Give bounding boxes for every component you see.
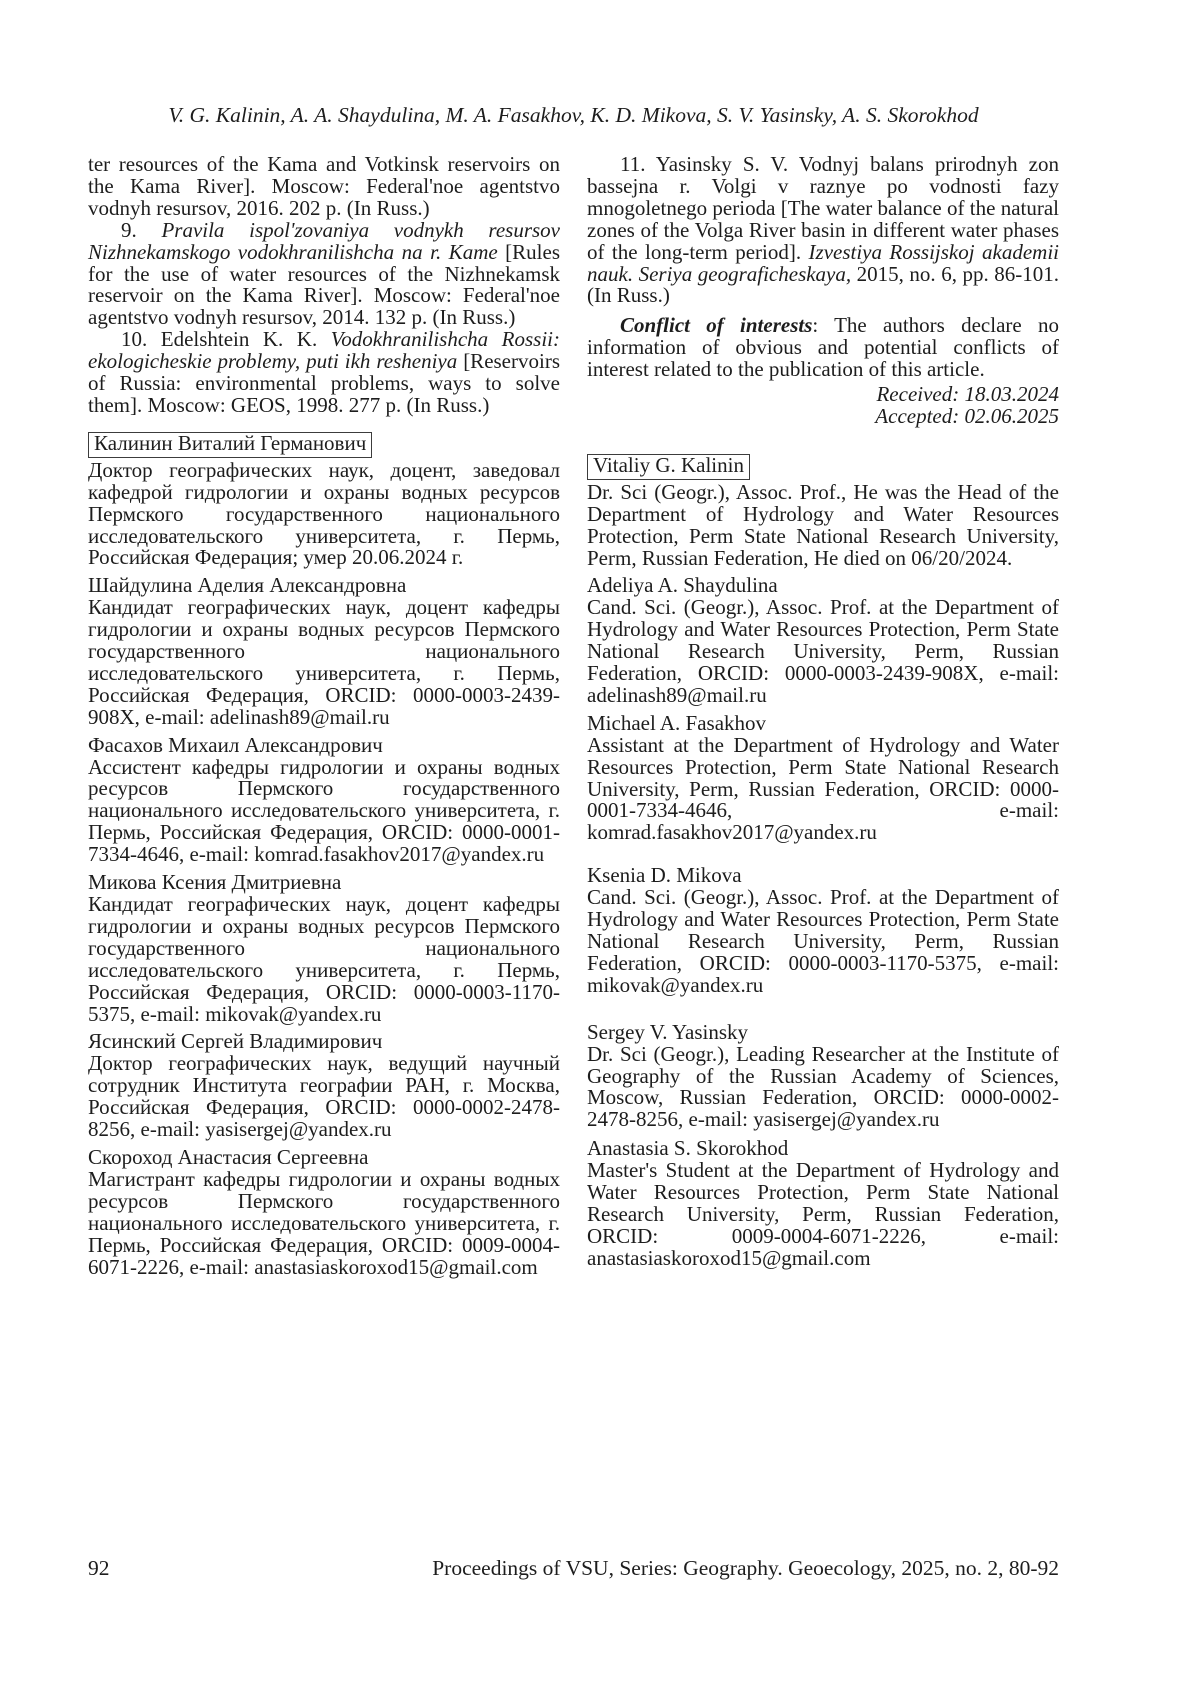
reference-title-italic: Vodokhranilishcha Rossii: ekologicheskie problemy, puti ikh resheniya xyxy=(88,327,560,374)
author-name-boxed: Vitaliy G. Kalinin xyxy=(587,454,750,480)
author-block-en-skorokhod xyxy=(587,1138,1059,1269)
reference-text: ter resources of the Kama and Votkinsk reservoirs on the Kama River]. Moscow: Federal'noe agentstvo vodnyh resursov, 2016. 202 p. (In Russ.) xyxy=(88,152,560,220)
author-name: Ksenia D. Mikova xyxy=(587,863,742,888)
two-column-body xyxy=(88,154,1059,1278)
reference-text: 11. Yasinsky S. V. Vodnyj balans prirodnyh zon bassejna r. Volgi v raznye po vodnosti fazy mnogoletnego perioda [The water balance of the natural zones of the Volga River basin in different water phases of the long-term period]. xyxy=(587,152,1059,264)
author-name: Adeliya A. Shaydulina xyxy=(587,573,778,598)
author-block-ru-fasakhov xyxy=(88,732,560,867)
author-bio: Cand. Sci. (Geogr.), Assoc. Prof. at the Department of Hydrology and Water Resources Protection, Perm State National Research University, Perm, Russian Federation, ORCID: 0000-0003-2439-908X, e-mail: adelinash89@mail.ru xyxy=(587,595,1059,707)
author-block-ru-yasinsky xyxy=(88,1031,560,1141)
author-block-en-shaydulina xyxy=(587,575,1059,706)
reference-title-italic: Pravila ispol'zovaniya vodnykh resursov Nizhnekamskogo vodokhranilishcha na r. Kame xyxy=(88,217,560,264)
reference-number: 9. xyxy=(121,217,162,242)
author-bio: Доктор географических наук, ведущий научный сотрудник Института географии РАН, г. Москва, Российская Федерация, ORCID: 0000-0002-2478-8256, e-mail: yasisergej@yandex.ru xyxy=(88,1051,560,1142)
author-bio: Ассистент кафедры гидрологии и охраны водных ресурсов Пермского государственного национального исследовательского университета, г. Пермь, Российская Федерация, ORCID: 0000-0001-7334-4646, e-mail: komrad.fasakhov2017@yandex.ru xyxy=(88,754,560,867)
author-bio: Dr. Sci (Geogr.), Leading Researcher at the Institute of Geography of the Russian Academy of Sciences, Moscow, Russian Federation, ORCID: 0000-0002-2478-8256, e-mail: yasisergej@yandex.ru xyxy=(587,1041,1059,1132)
author-name: Sergey V. Yasinsky xyxy=(587,1019,749,1044)
reference-9 xyxy=(88,217,561,330)
conflict-of-interests-paragraph xyxy=(587,315,1059,381)
author-block-en-yasinsky xyxy=(587,1019,1059,1132)
author-name: Скороход Анастасия Сергеевна xyxy=(88,1144,369,1169)
author-bio: Магистрант кафедры гидрологии и охраны водных ресурсов Пермского государственного национального исследовательского университета, г. Пермь, Российская Федерация, ORCID: 0009-0004-6071-2226, e-mail: anastasiaskoroxod15@gmail.com xyxy=(88,1166,560,1279)
reference-number: 10. Edelshtein K. K. xyxy=(121,327,331,352)
author-bio: Dr. Sci (Geogr.), Assoc. Prof., He was the Head of the Department of Hydrology and Water Resources Protection, Perm State National Research University, Perm, Russian Federation, He died on 06/20/2024. xyxy=(587,479,1059,570)
reference-journal-italic: Izvestiya Rossijskoj akademii nauk. Seriya geograficheskaya, xyxy=(587,239,1059,286)
author-name: Микова Ксения Дмитриевна xyxy=(88,870,342,895)
author-block-ru-skorokhod xyxy=(88,1144,560,1279)
author-name: Michael A. Fasakhov xyxy=(587,710,767,735)
author-block-en-kalinin xyxy=(587,454,1059,570)
dates-block xyxy=(587,384,1059,428)
received-date: Received: 18.03.2024 xyxy=(876,382,1059,407)
left-column xyxy=(88,154,560,1278)
author-block-en-fasakhov xyxy=(587,710,1059,845)
running-head-authors: V. G. Kalinin, A. A. Shaydulina, M. A. Fasakhov, K. D. Mikova, S. V. Yasinsky, A. S. Skorokhod xyxy=(168,103,979,127)
author-bio: Доктор географических наук, доцент, заведовал кафедрой гидрологии и охраны водных ресурсов Пермского государственного национального исследовательского университета, г. Пермь, Российская Федерация; умер 20.06.2024 г. xyxy=(88,457,560,570)
conflict-label: Conflict of interests xyxy=(620,313,813,338)
author-bio: Кандидат географических наук, доцент кафедры гидрологии и охраны водных ресурсов Пермского государственного национального исследовательского университета, г. Пермь, Российская Федерация, ORCID: 0000-0003-2439-908X, e-mail: adelinash89@mail.ru xyxy=(88,595,560,729)
reference-10 xyxy=(88,329,560,417)
author-name: Ясинский Сергей Владимирович xyxy=(88,1029,383,1054)
reference-text: 2015, no. 6, pp. 86-101. (In Russ.) xyxy=(587,261,1059,308)
author-name: Фасахов Михаил Александрович xyxy=(88,732,383,757)
author-bio: Кандидат географических наук, доцент кафедры гидрологии и охраны водных ресурсов Пермского государственного национального исследовательского университета, г. Пермь, Российская Федерация, ORCID: 0000-0003-1170-5375, e-mail: mikovak@yandex.ru xyxy=(88,892,560,1026)
author-bio: Assistant at the Department of Hydrology and Water Resources Protection, Perm State National Research University, Perm, Russian Federation, ORCID: 0000-0001-7334-4646, e-mail: komrad.fasakhov2017@yandex.ru xyxy=(587,732,1059,845)
conflict-text: : The authors declare no information of obvious and potential conflicts of interest related to the publication of this article. xyxy=(587,313,1059,382)
author-block-ru-mikova xyxy=(88,872,560,1025)
journal-footer-line: Proceedings of VSU, Series: Geography. Geoecology, 2025, no. 2, 80-92 xyxy=(432,1556,1059,1580)
author-bio: Cand. Sci. (Geogr.), Assoc. Prof. at the Department of Hydrology and Water Resources Protection, Perm State National Research University, Perm, Russian Federation, ORCID: 0000-0003-1170-5375, e-mail: mikovak@yandex.ru xyxy=(587,885,1059,997)
author-block-ru-kalinin xyxy=(88,432,560,569)
reference-text: [Rules for the use of water resources of the Nizhnekamsk reservoir on the Kama River]. Moscow: Federal'noe agentstvo vodnyh resursov, 2014. 132 p. (In Russ.) xyxy=(88,239,561,330)
reference-11 xyxy=(587,154,1059,307)
reference-8-continuation xyxy=(88,154,560,220)
author-name: Anastasia S. Skorokhod xyxy=(587,1136,789,1161)
author-block-ru-shaydulina xyxy=(88,575,560,728)
right-column xyxy=(587,154,1059,1278)
author-name: Шайдулина Аделия Александровна xyxy=(88,573,407,598)
author-bio: Master's Student at the Department of Hydrology and Water Resources Protection, Perm State National Research University, Perm, Russian Federation, ORCID: 0009-0004-6071-2226, e-mail: anastasiaskoroxod15@gmail.com xyxy=(587,1158,1059,1270)
page-number: 92 xyxy=(88,1556,110,1580)
accepted-date: Accepted: 02.06.2025 xyxy=(875,403,1059,428)
page-footer xyxy=(88,1556,1059,1580)
author-name-boxed: Калинин Виталий Германович xyxy=(88,432,372,458)
author-block-en-mikova xyxy=(587,865,1059,996)
reference-text: [Reservoirs of Russia: environmental problems, ways to solve them]. Moscow: GEOS, 1998. 277 p. (In Russ.) xyxy=(88,349,560,417)
